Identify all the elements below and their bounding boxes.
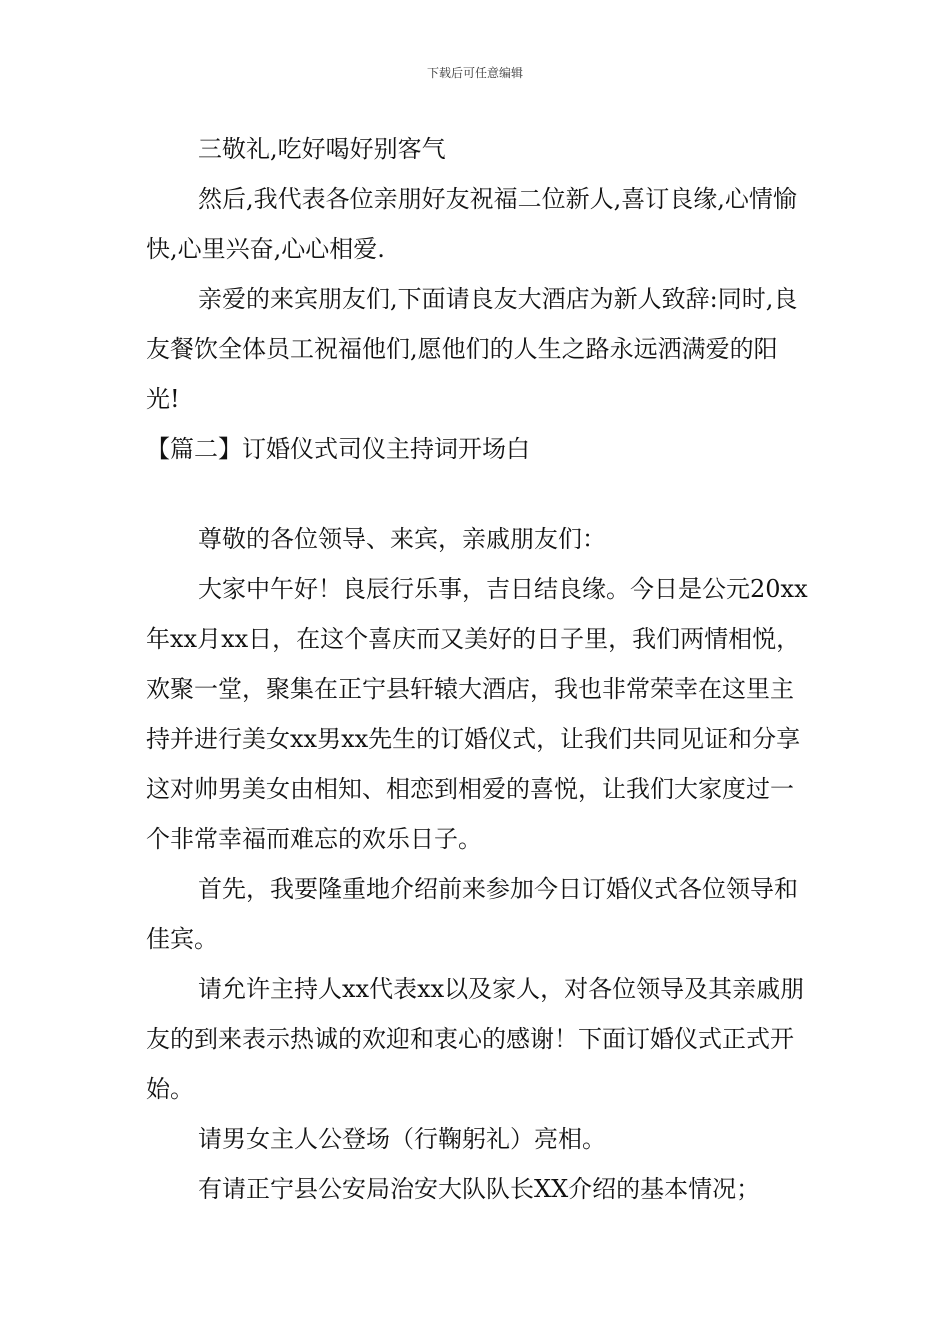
document-body [146, 124, 810, 1214]
section-title: 【篇二】订婚仪式司仪主持词开场白 [146, 435, 530, 463]
paragraph: 三敬礼,吃好喝好别客气 [198, 135, 446, 163]
paragraph: 请男女主人公登场（行鞠躬礼）亮相。 [198, 1125, 606, 1153]
paragraph: 亲爱的来宾朋友们,下面请良友大酒店为新人致辞:同时,良友餐饮全体员工祝福他们,愿他们的人生之路永远洒满爱的阳光! [146, 285, 798, 413]
paragraph: 有请正宁县公安局治安大队队长XX介绍的基本情况； [198, 1175, 761, 1203]
paragraph: 首先，我要隆重地介绍前来参加今日订婚仪式各位领导和佳宾。 [146, 875, 798, 953]
paragraph: 尊敬的各位领导、来宾，亲戚朋友们： [198, 525, 606, 553]
spacer [146, 474, 810, 514]
page-header: 下载后可任意编辑 [426, 66, 523, 80]
paragraph: 请允许主持人xx代表xx以及家人，对各位领导及其亲戚朋友的到来表示热诚的欢迎和衷心的感谢！下面订婚仪式正式开始。 [146, 975, 805, 1103]
paragraph: 大家中午好！良辰行乐事，吉日结良缘。今日是公元20xx年xx月xx日，在这个喜庆而又美好的日子里，我们两情相悦，欢聚一堂，聚集在正宁县轩辕大酒店，我也非常荣幸在这里主持并进行美女xx男xx先生的订婚仪式，让我们共同见证和分享这对帅男美女由相知、相恋到相爱的喜悦，让我们大家度过一个非常幸福而难忘的欢乐日子。 [146, 575, 808, 853]
paragraph: 然后,我代表各位亲朋好友祝福二位新人,喜订良缘,心情愉快,心里兴奋,心心相爱. [146, 185, 797, 263]
